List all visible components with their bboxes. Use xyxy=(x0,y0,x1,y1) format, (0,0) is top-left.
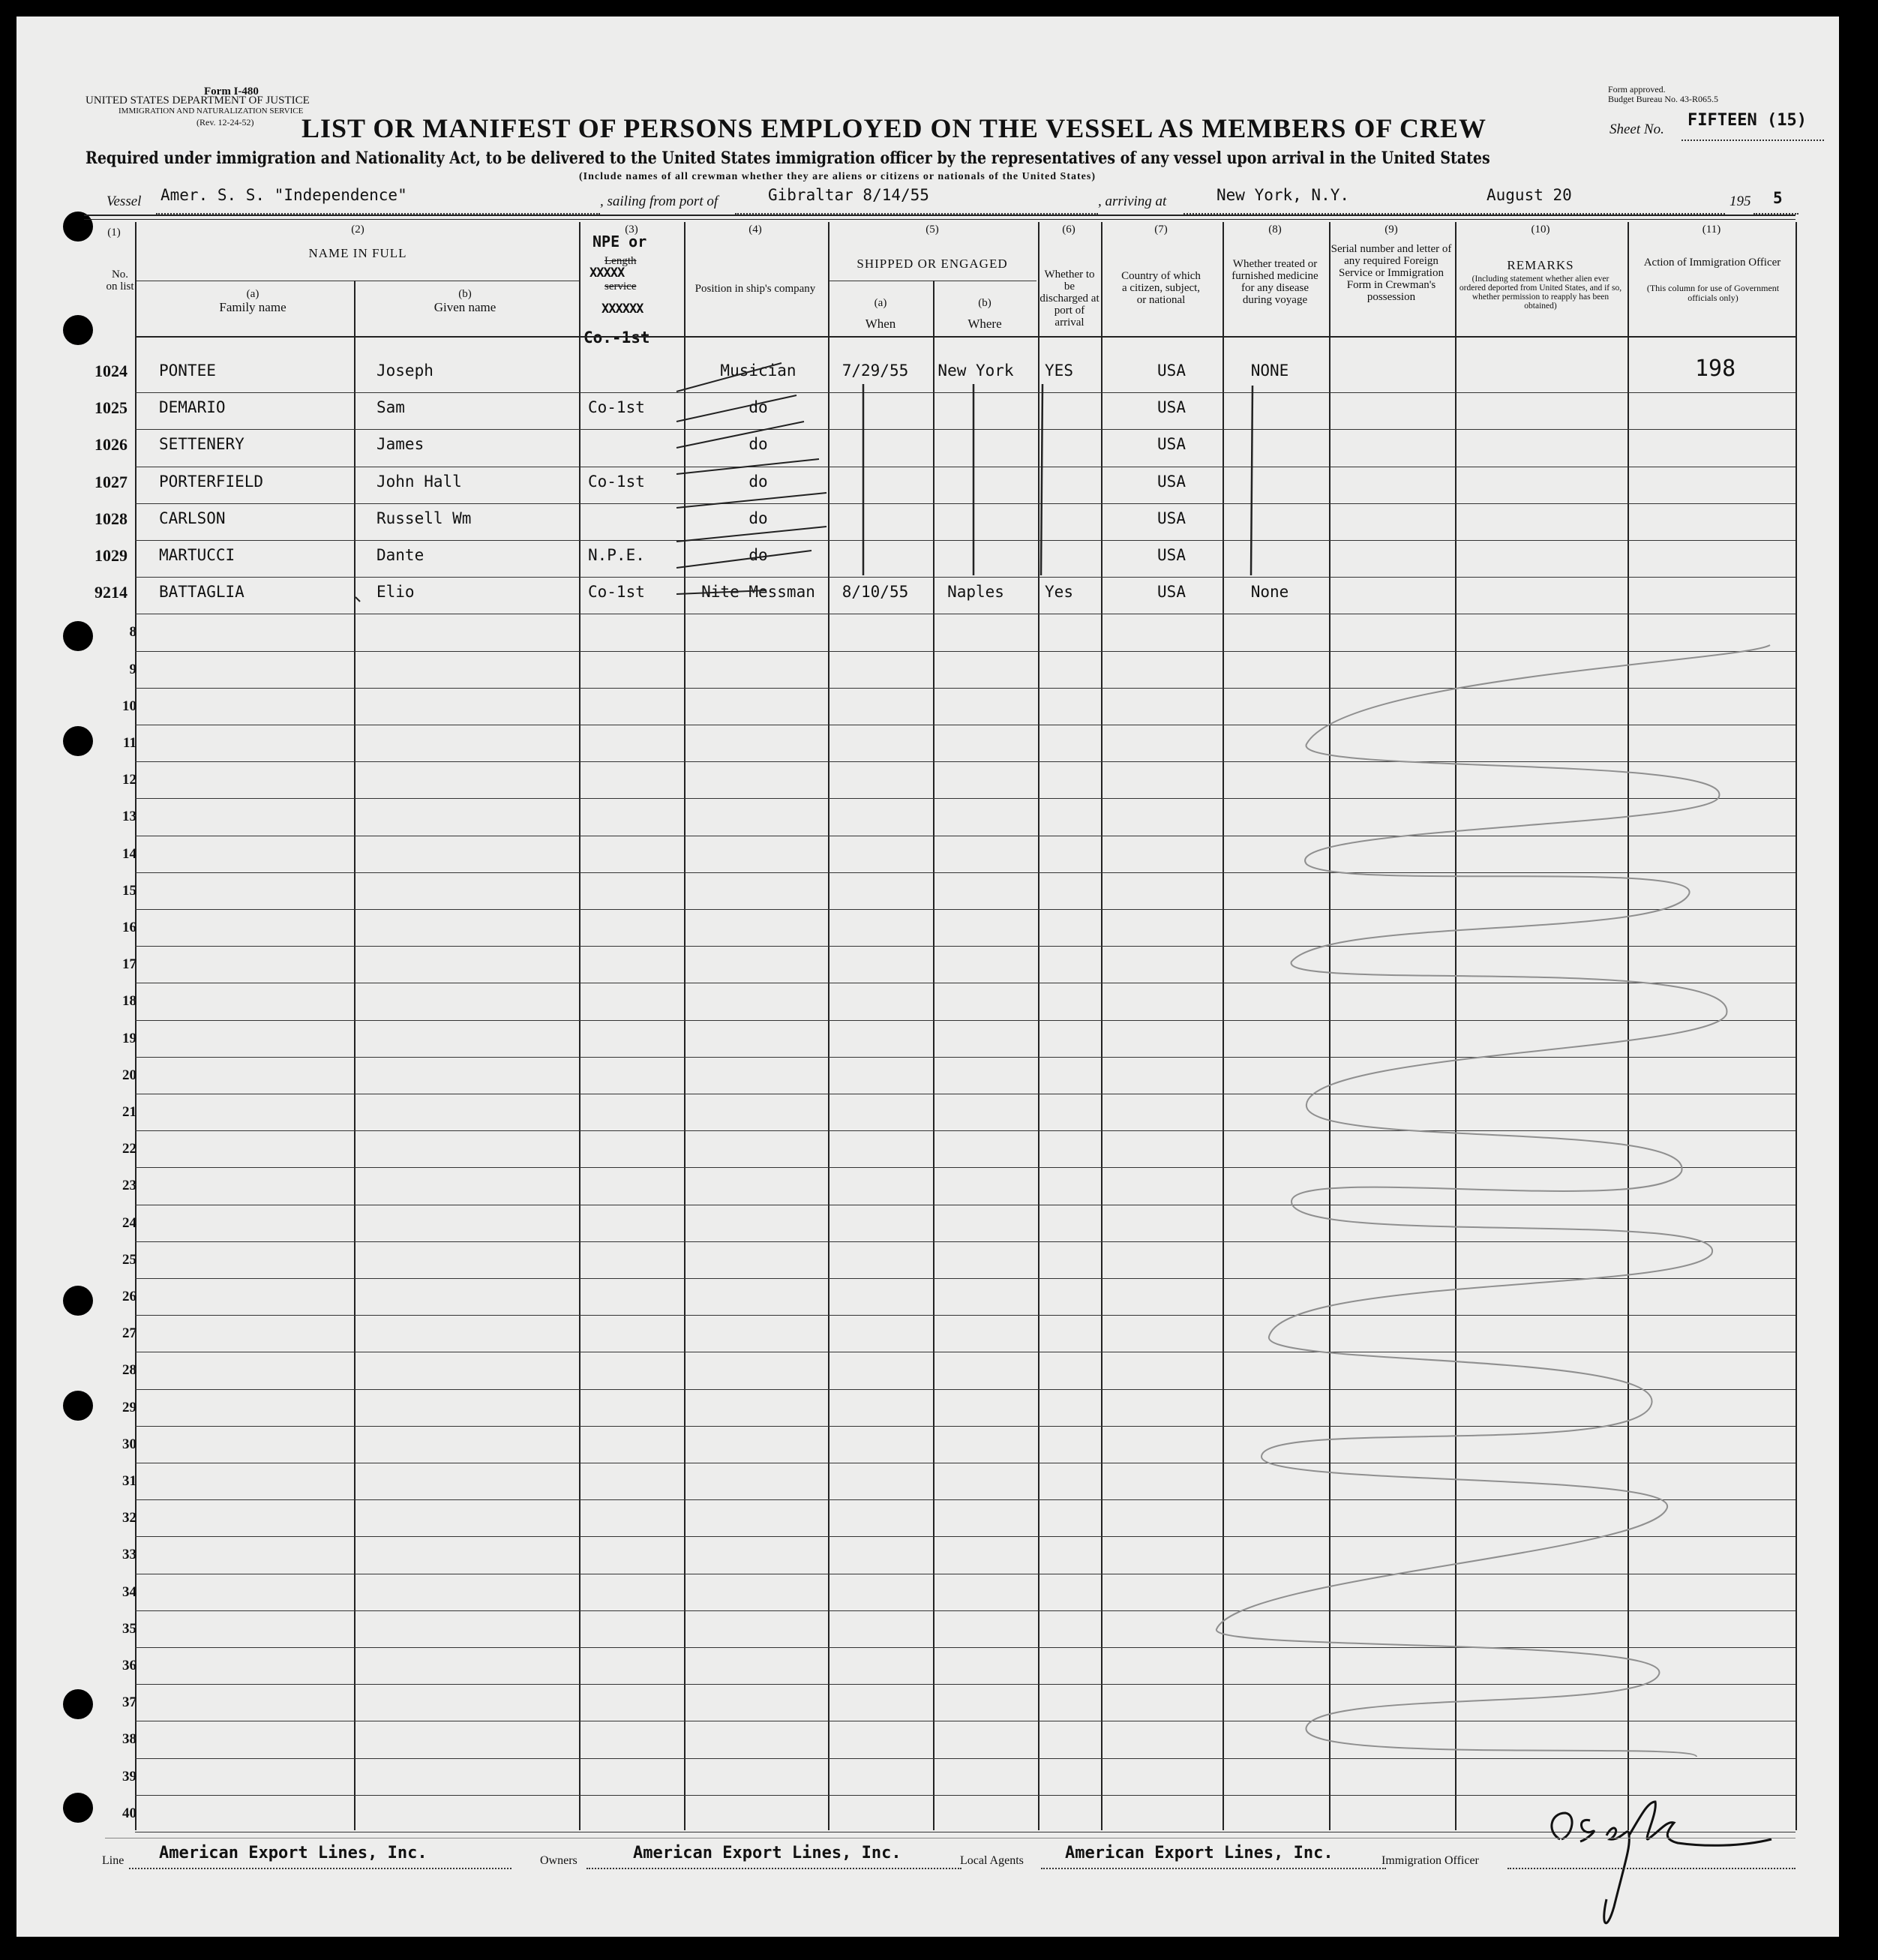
cell-position: do xyxy=(748,472,768,491)
agents-underline xyxy=(1041,1868,1386,1869)
cell-given: Elio xyxy=(376,583,415,602)
row-number: 16 xyxy=(122,920,136,935)
row-number: 22 xyxy=(122,1141,136,1157)
row-number: 33 xyxy=(122,1547,136,1563)
col6-label: Whether to be discharged at port of arrival xyxy=(1040,269,1100,329)
col3-service: service xyxy=(604,281,637,293)
cell-country: USA xyxy=(1157,583,1186,602)
revision-date: (Rev. 12-24-52) xyxy=(196,117,254,128)
page-title: LIST OR MANIFEST OF PERSONS EMPLOYED ON THE VESSEL AS MEMBERS OF CREW xyxy=(302,113,1486,143)
arriving-value: New York, N.Y. xyxy=(1216,186,1350,204)
row-number: 39 xyxy=(122,1768,136,1784)
col8-num: (8) xyxy=(1268,224,1282,236)
col9-label: Serial number and letter of any required Foreign Service or Immigration Form in Crewman's possession xyxy=(1330,243,1452,303)
row-number: 28 xyxy=(122,1362,136,1379)
cell-country: USA xyxy=(1157,472,1186,491)
row-number: 17 xyxy=(122,956,136,973)
officer-signature xyxy=(1552,1802,1772,1923)
cell-medicine: NONE xyxy=(1250,362,1289,380)
cell-family: BATTAGLIA xyxy=(159,583,244,602)
cell-position: do xyxy=(748,546,768,564)
col5a-label: When xyxy=(865,317,896,331)
cell-npe: Co-1st xyxy=(588,472,645,491)
row-list-number: 1026 xyxy=(94,435,128,455)
row-number: 34 xyxy=(122,1583,136,1600)
col5a-num: (a) xyxy=(874,297,887,309)
cell-npe: Co-1st xyxy=(588,398,645,417)
col2-num: (2) xyxy=(351,224,364,236)
sheet-value: FIFTEEN (15) xyxy=(1688,111,1807,130)
col10-note: (Including statement whether alien ever ordered deported from United States, and if so, whether permission to reapply has been obtained) xyxy=(1459,275,1622,311)
col11-num: (11) xyxy=(1702,224,1721,236)
row-number: 9 xyxy=(129,661,136,677)
strike-lines xyxy=(676,363,826,594)
col3-num: (3) xyxy=(625,224,638,236)
cell-given: Dante xyxy=(376,546,424,564)
row-number: 26 xyxy=(122,1289,136,1304)
col10-label: REMARKS xyxy=(1507,258,1574,272)
cell-family: SETTENERY xyxy=(159,435,244,454)
owners-label: Owners xyxy=(540,1854,578,1867)
col2a-num: (a) xyxy=(246,288,260,300)
cell-medicine: None xyxy=(1250,583,1289,602)
cell-country: USA xyxy=(1157,546,1186,564)
row-number: 14 xyxy=(122,845,136,862)
cell-where: New York xyxy=(938,362,1014,380)
cell-position: Nite Messman xyxy=(701,583,815,602)
col11-label: Action of Immigration Officer xyxy=(1643,257,1781,269)
vessel-value: Amer. S. S. "Independence" xyxy=(160,186,407,204)
row-number: 30 xyxy=(122,1436,136,1452)
cell-npe: Co-1st xyxy=(588,583,645,602)
row-number: 18 xyxy=(122,993,136,1010)
cell-country: USA xyxy=(1157,509,1186,527)
col5-label: SHIPPED OR ENGAGED xyxy=(856,257,1008,271)
arrival-date: August 20 xyxy=(1486,186,1572,204)
cell-family: CARLSON xyxy=(159,509,226,527)
col3-crossout: XXXXX xyxy=(590,266,625,281)
cell-given: James xyxy=(376,435,424,454)
include-note: (Include names of all crewman whether they are aliens or citizens or nationals of the United States) xyxy=(579,171,1096,182)
cell-given: Joseph xyxy=(376,362,434,380)
col3-crossout: XXXXXX xyxy=(602,302,644,317)
cell-given: John Hall xyxy=(376,472,462,491)
officer-underline xyxy=(1508,1868,1796,1869)
col5b-num: (b) xyxy=(978,297,992,309)
arriving-label: , arriving at xyxy=(1098,194,1167,209)
cell-family: PONTEE xyxy=(159,362,216,380)
row-number: 13 xyxy=(122,809,136,825)
cell-family: PORTERFIELD xyxy=(159,472,264,491)
cell-country: USA xyxy=(1157,435,1186,454)
page-subtitle: Required under immigration and Nationality Act, to be delivered to the United States immigration officer by the representatives of any vessel upon arrival in the United States xyxy=(86,149,1490,168)
row-list-number: 9214 xyxy=(94,583,128,602)
row-list-number: 1029 xyxy=(94,546,128,565)
row-number: 12 xyxy=(122,772,136,788)
cell-npe: N.P.E. xyxy=(588,546,645,564)
row-number: 37 xyxy=(122,1694,136,1711)
pencil-scribble xyxy=(1216,645,1770,1757)
row-number: 11 xyxy=(123,735,136,751)
row-list-number: 1027 xyxy=(94,472,128,491)
cell-when: 7/29/55 xyxy=(842,362,909,380)
row-number: 21 xyxy=(122,1104,136,1120)
cell-family: MARTUCCI xyxy=(159,546,236,564)
col4-label: Position in ship's company xyxy=(694,283,816,295)
manifest-page xyxy=(16,17,1839,1937)
col7-num: (7) xyxy=(1154,224,1168,236)
row-number: 24 xyxy=(122,1214,136,1231)
row-number: 10 xyxy=(122,698,136,714)
cell-discharged: YES xyxy=(1045,362,1073,380)
form-number: Form I-480 xyxy=(204,86,259,98)
cell-discharged: Yes xyxy=(1045,583,1073,602)
col2-label: NAME IN FULL xyxy=(308,246,407,260)
row-number: 36 xyxy=(122,1658,136,1673)
col2b-num: (b) xyxy=(458,288,472,300)
row-number: 31 xyxy=(122,1473,136,1489)
row-number: 29 xyxy=(122,1399,136,1415)
cell-country: USA xyxy=(1157,398,1186,417)
col1-num: (1) xyxy=(107,227,121,239)
row-number: 38 xyxy=(122,1731,136,1748)
ditto-marks xyxy=(863,384,1252,575)
sailing-label: , sailing from port of xyxy=(600,194,718,209)
col7-label: Country of which a citizen, subject, or national xyxy=(1121,270,1201,306)
col10-num: (10) xyxy=(1531,224,1550,236)
budget-bureau: Budget Bureau No. 43-R065.5 xyxy=(1608,94,1718,104)
service-name: IMMIGRATION AND NATURALIZATION SERVICE xyxy=(118,107,304,116)
row-number: 35 xyxy=(122,1620,136,1637)
cell-position: do xyxy=(748,435,768,454)
cell-when: 8/10/55 xyxy=(842,583,909,602)
cell-action: 198 xyxy=(1695,356,1736,382)
year-value: 5 xyxy=(1773,189,1783,207)
row-list-number: 1024 xyxy=(94,362,128,380)
officer-label: Immigration Officer xyxy=(1382,1854,1479,1867)
col9-num: (9) xyxy=(1384,224,1398,236)
sheet-label: Sheet No. xyxy=(1610,122,1664,137)
agents-value: American Export Lines, Inc. xyxy=(1065,1844,1334,1862)
col3-co1st: Co.-1st xyxy=(584,329,650,347)
row-number: 27 xyxy=(122,1325,136,1342)
col5-num: (5) xyxy=(926,224,939,236)
row-number: 40 xyxy=(122,1805,136,1821)
row-list-number: 1025 xyxy=(94,398,128,418)
cell-country: USA xyxy=(1157,362,1186,380)
line-underline xyxy=(129,1868,512,1869)
cell-position: do xyxy=(748,509,768,527)
col6-num: (6) xyxy=(1062,224,1076,236)
col11-note: (This column for use of Government officials only) xyxy=(1646,283,1780,303)
owners-underline xyxy=(586,1868,962,1869)
row-number: 15 xyxy=(122,882,136,899)
form-approved: Form approved. xyxy=(1608,84,1666,95)
cell-given: Sam xyxy=(376,398,405,417)
line-value: American Export Lines, Inc. xyxy=(159,1844,428,1862)
col5b-label: Where xyxy=(968,317,1002,331)
row-number: 32 xyxy=(122,1510,136,1526)
cell-where: Naples xyxy=(947,583,1004,602)
vessel-label: Vessel xyxy=(106,194,142,209)
row-list-number: 1028 xyxy=(94,509,128,528)
sailing-value: Gibraltar 8/14/55 xyxy=(768,186,929,204)
handwritten-marks xyxy=(16,17,1839,1937)
agents-label: Local Agents xyxy=(960,1854,1024,1867)
cell-given: Russell Wm xyxy=(376,509,472,527)
line-label: Line xyxy=(102,1854,124,1867)
cell-position: Musician xyxy=(720,362,796,380)
col2a-label: Family name xyxy=(219,300,286,314)
row-number: 23 xyxy=(122,1178,136,1194)
row-number: 20 xyxy=(122,1067,136,1083)
cell-position: do xyxy=(748,398,768,417)
row-number: 8 xyxy=(129,624,136,641)
department-name: UNITED STATES DEPARTMENT OF JUSTICE xyxy=(86,95,310,107)
owners-value: American Export Lines, Inc. xyxy=(633,1844,902,1862)
row-number: 25 xyxy=(122,1251,136,1268)
cell-family: DEMARIO xyxy=(159,398,226,417)
pencil-tick-marks xyxy=(356,597,360,602)
col8-label: Whether treated or furnished medicine for any disease during voyage xyxy=(1232,258,1318,306)
col3-length: Length xyxy=(604,255,637,267)
year-label: 195 xyxy=(1730,194,1751,209)
col1-label: No. on list xyxy=(106,269,134,293)
col2b-label: Given name xyxy=(434,300,496,314)
row-number: 19 xyxy=(122,1030,136,1046)
col3-npe: NPE or xyxy=(592,233,647,251)
col4-num: (4) xyxy=(748,224,762,236)
